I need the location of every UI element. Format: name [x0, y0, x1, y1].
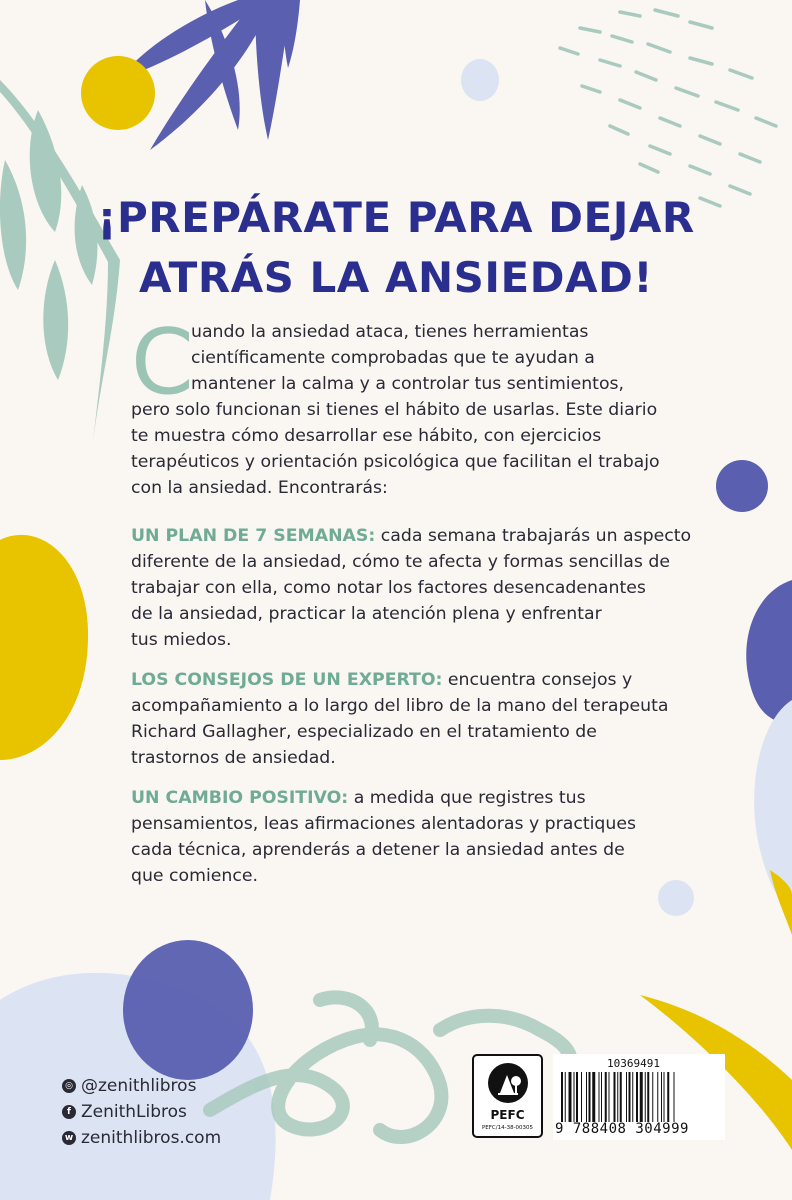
website-url[interactable]: zenithlibros.com — [81, 1128, 222, 1148]
barcode-bar — [565, 1072, 566, 1122]
pefc-logo — [472, 1054, 543, 1138]
pale-blue-dot — [461, 59, 499, 101]
barcode-bar — [601, 1072, 602, 1122]
barcode-bar — [645, 1072, 646, 1122]
social-links — [62, 1073, 221, 1151]
yellow-blob-left — [0, 535, 88, 760]
navy-blob-right — [746, 580, 792, 722]
barcode-bar — [640, 1072, 643, 1122]
section-line: trastornos de ansiedad. — [131, 748, 336, 768]
section-line: cada técnica, aprenderás a detener la ansiedad antes de — [131, 840, 625, 860]
section-text: a medida que registres tus — [353, 788, 586, 808]
intro-line: científicamente comprobadas que te ayudan a — [191, 348, 595, 368]
barcode-bar — [586, 1072, 587, 1122]
barcode-isbn-digits: 9 788408 304999 — [555, 1121, 689, 1137]
section-line: de la ansiedad, practicar la atención plena y enfrentar — [131, 604, 602, 624]
barcode-bar — [614, 1072, 616, 1122]
section-first-line — [131, 667, 691, 693]
section-line: trabajar con ella, como notar los factores desencadenantes — [131, 578, 646, 598]
section-text: cada semana trabajarás un aspecto — [380, 526, 692, 546]
section-line: pensamientos, leas afirmaciones alentadoras y practiques — [131, 814, 636, 834]
intro-line: pero solo funcionan si tienes el hábito de usarlas. Este diario — [131, 400, 658, 420]
facebook-handle[interactable]: ZenithLibros — [81, 1102, 187, 1122]
yellow-circle — [81, 56, 155, 130]
barcode-top-number: 10369491 — [607, 1057, 660, 1070]
section-text: encuentra consejos y — [447, 670, 633, 690]
isbn-barcode — [553, 1054, 725, 1140]
barcode-bar — [620, 1072, 622, 1122]
section-line: que comience. — [131, 866, 258, 886]
barcode-bars — [557, 1072, 721, 1122]
barcode-bar — [605, 1072, 607, 1122]
title-line-1: ¡PREPÁRATE PARA DEJAR — [97, 193, 695, 242]
section-positive-change — [131, 785, 691, 889]
drop-cap: C — [131, 310, 194, 415]
website-icon: w — [62, 1131, 76, 1145]
barcode-bar — [574, 1072, 575, 1122]
barcode-bar — [652, 1072, 653, 1122]
section-heading: LOS CONSEJOS DE UN EXPERTO: — [131, 670, 443, 690]
barcode-bar — [674, 1072, 675, 1122]
intro-line: con la ansiedad. Encontrarás: — [131, 478, 388, 498]
barcode-bar — [592, 1072, 595, 1122]
back-cover-title — [0, 188, 792, 308]
barcode-bar — [617, 1072, 618, 1122]
barcode-bar — [667, 1072, 669, 1122]
pefc-code: PEFC/14-38-00305 — [481, 1125, 534, 1131]
barcode-bar — [636, 1072, 638, 1122]
barcode-bar — [661, 1072, 662, 1122]
section-heading: UN PLAN DE 7 SEMANAS: — [131, 526, 376, 546]
sage-dashes — [560, 10, 776, 206]
top-leaf-shape — [282, 0, 300, 68]
instagram-icon: ◎ — [62, 1079, 76, 1093]
social-instagram[interactable] — [62, 1073, 221, 1099]
intro-line: uando la ansiedad ataca, tienes herramientas — [191, 322, 589, 342]
barcode-bar — [581, 1072, 582, 1122]
section-line: Richard Gallagher, especializado en el tratamiento de — [131, 722, 597, 742]
barcode-bar — [576, 1072, 578, 1122]
section-line: acompañamiento a lo largo del libro de la mano del terapeuta — [131, 696, 669, 716]
navy-dot-right — [716, 460, 768, 512]
barcode-bar — [599, 1072, 600, 1122]
facebook-icon: f — [62, 1105, 76, 1119]
barcode-bar — [629, 1072, 631, 1122]
intro-line: te muestra cómo desarrollar ese hábito, con ejercicios — [131, 426, 602, 446]
section-first-line — [131, 785, 691, 811]
section-line: diferente de la ansiedad, cómo te afecta y formas sencillas de — [131, 552, 670, 572]
intro-line: terapéuticos y orientación psicológica que facilitan el trabajo — [131, 452, 660, 472]
pefc-tree-icon — [486, 1061, 530, 1105]
intro-paragraph — [131, 310, 691, 501]
section-expert — [131, 667, 691, 771]
instagram-handle[interactable]: @zenithlibros — [81, 1076, 197, 1096]
section-heading: UN CAMBIO POSITIVO: — [131, 788, 349, 808]
barcode-bar — [657, 1072, 658, 1122]
barcode-bar — [632, 1072, 633, 1122]
barcode-bar — [647, 1072, 649, 1122]
title-line-2: ATRÁS LA ANSIEDAD! — [138, 253, 654, 302]
section-first-line — [131, 523, 691, 549]
section-line: tus miedos. — [131, 630, 232, 650]
pefc-label: PEFC — [490, 1108, 525, 1122]
social-facebook[interactable] — [62, 1099, 221, 1125]
navy-circle-bottom — [123, 940, 253, 1080]
barcode-bar — [589, 1072, 591, 1122]
intro-line: mantener la calma y a controlar tus sentimientos, — [191, 374, 625, 394]
barcode-bar — [561, 1072, 563, 1122]
barcode-bar — [609, 1072, 610, 1122]
barcode-bar — [626, 1072, 627, 1122]
section-plan — [131, 523, 691, 653]
social-website[interactable] — [62, 1125, 221, 1151]
barcode-bar — [664, 1072, 665, 1122]
barcode-bar — [569, 1072, 572, 1122]
